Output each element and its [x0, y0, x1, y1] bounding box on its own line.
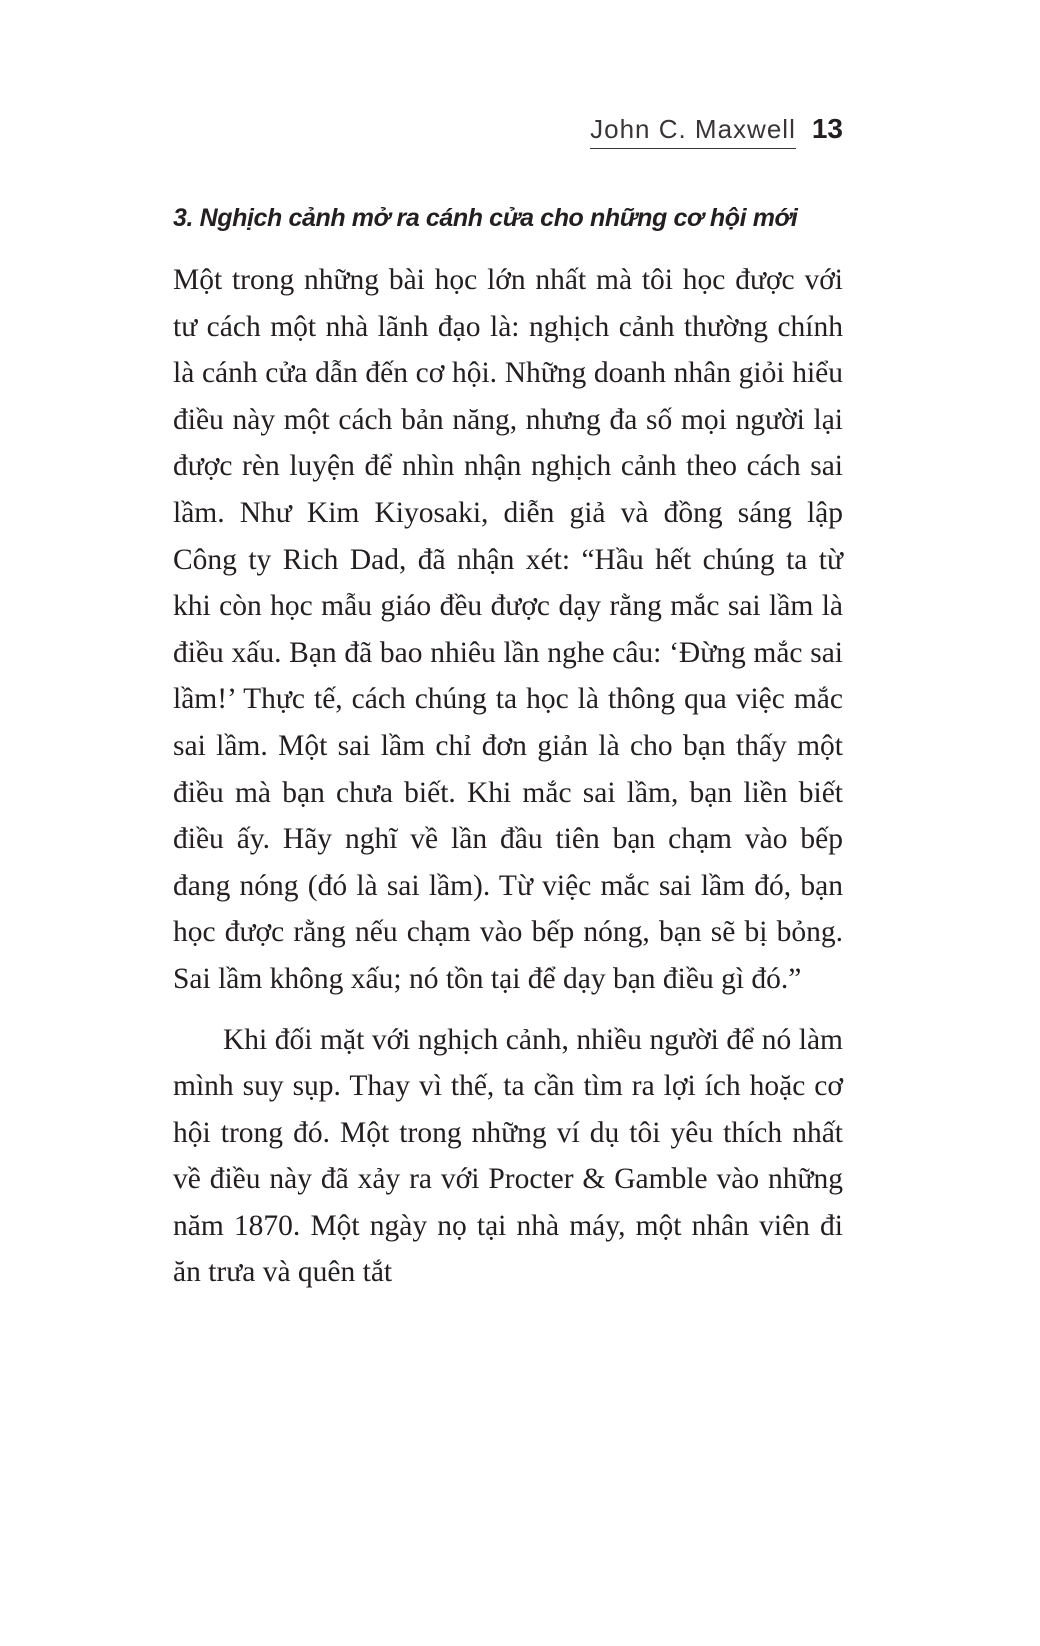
running-head	[590, 112, 843, 149]
running-head-author: John C. Maxwell	[590, 112, 796, 149]
body-text	[173, 257, 843, 1296]
paragraph-2: Khi đối mặt với nghịch cảnh, nhiều người để nó làm mình suy sụp. Thay vì thế, ta cần tìm ra lợi ích hoặc cơ hội trong đó. Một trong những ví dụ tôi yêu thích nhất về điều này đã xảy ra với Procter & Gamble vào những năm 1870. Một ngày nọ tại nhà máy, một nhân viên đi ăn trưa và quên tắt	[173, 1023, 843, 1289]
paragraph-1: Một trong những bài học lớn nhất mà tôi học được với tư cách một nhà lãnh đạo là: nghịch cảnh thường chính là cánh cửa dẫn đến cơ hội. Những doanh nhân giỏi hiểu điều này một cách bản năng, nhưng đa số mọi người lại được rèn luyện để nhìn nhận nghịch cảnh theo cách sai lầm. Như Kim Kiyosaki, diễn giả và đồng sáng lập Công ty Rich Dad, đã nhận xét: “Hầu hết chúng ta từ khi còn học mẫu giáo đều được dạy rằng mắc sai lầm là điều xấu. Bạn đã bao nhiêu lần nghe câu: ‘Đừng mắc sai lầm!’ Thực tế, cách chúng ta học là thông qua việc mắc sai lầm. Một sai lầm chỉ đơn giản là cho bạn thấy một điều mà bạn chưa biết. Khi mắc sai lầm, bạn liền biết điều ấy. Hãy nghĩ về lần đầu tiên bạn chạm vào bếp đang nóng (đó là sai lầm). Từ việc mắc sai lầm đó, bạn học được rằng nếu chạm vào bếp nóng, bạn sẽ bị bỏng. Sai lầm không xấu; nó tồn tại để dạy bạn điều gì đó.”	[173, 264, 843, 995]
page-number: 13	[811, 113, 843, 144]
section-heading: 3. Nghịch cảnh mở ra cánh cửa cho những cơ hội mới	[173, 204, 798, 232]
